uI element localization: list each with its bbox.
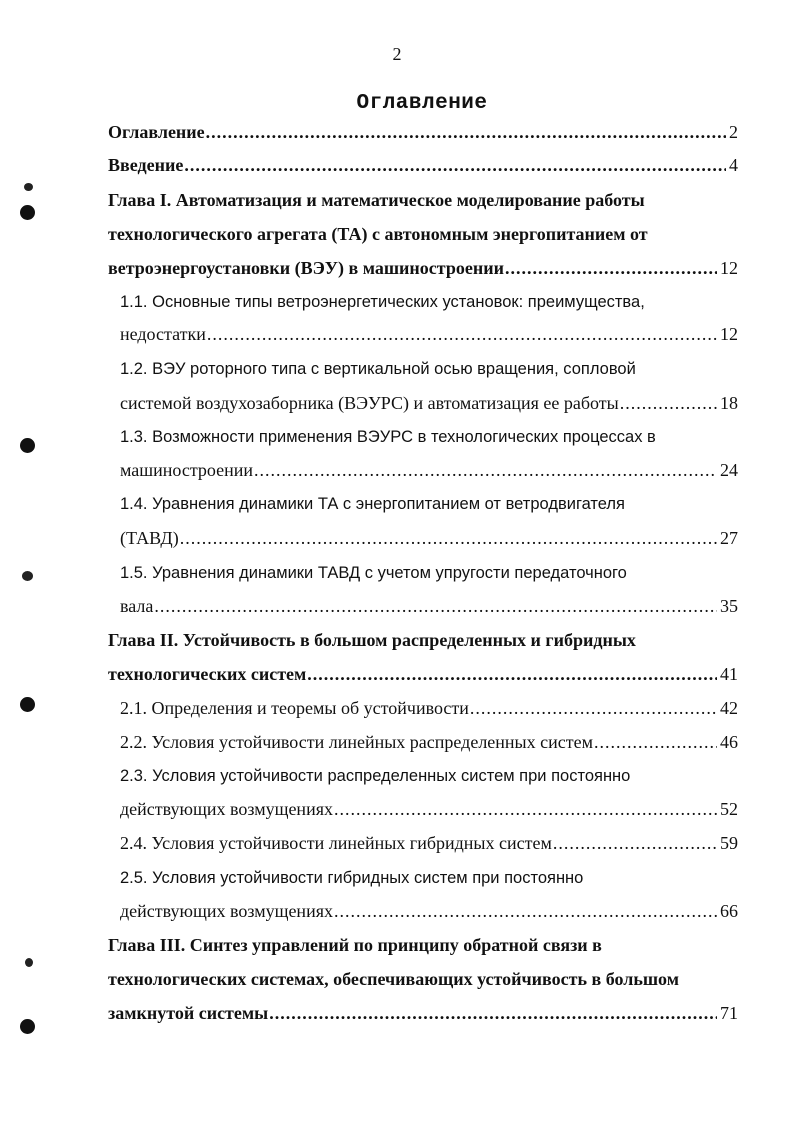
toc-page-number: 12 xyxy=(720,258,738,278)
toc-section-1-5-line-2[interactable] xyxy=(120,592,738,620)
binder-hole xyxy=(20,1019,35,1034)
dot-leader xyxy=(154,592,717,620)
dot-leader xyxy=(307,660,717,688)
toc-page-number: 66 xyxy=(720,901,738,921)
toc-title: Оглавление xyxy=(356,92,488,115)
toc-entry-contents[interactable] xyxy=(108,118,738,146)
dot-leader xyxy=(470,694,717,722)
toc-page-number: 18 xyxy=(720,393,738,413)
toc-entry-label: 2.2. Условия устойчивости линейных распределенных систем xyxy=(120,732,594,752)
toc-section-2-5-line-1[interactable]: 2.5. Условия устойчивости гибридных систем при постоянно xyxy=(120,869,584,887)
toc-section-2-3-line-2[interactable] xyxy=(120,795,738,823)
toc-section-2-4[interactable] xyxy=(120,829,738,857)
toc-section-1-5-line-1[interactable]: 1.5. Уравнения динамики ТАВД с учетом упругости передаточного xyxy=(120,564,627,582)
dot-leader xyxy=(334,897,717,925)
toc-chapter-2-line-2[interactable] xyxy=(108,660,738,688)
toc-chapter-3-line-3[interactable] xyxy=(108,999,738,1027)
toc-section-1-2-line-1[interactable]: 1.2. ВЭУ роторного типа с вертикальной осью вращения, сопловой xyxy=(120,360,636,378)
toc-section-2-3-line-1[interactable]: 2.3. Условия устойчивости распределенных систем при постоянно xyxy=(120,767,631,785)
toc-section-1-1-line-1[interactable]: 1.1. Основные типы ветроэнергетических установок: преимущества, xyxy=(120,293,645,311)
toc-section-1-3-line-2[interactable] xyxy=(120,456,738,484)
toc-chapter-1-line-3[interactable] xyxy=(108,254,738,282)
toc-page-number: 27 xyxy=(720,528,738,548)
toc-entry-label: Введение xyxy=(108,155,184,175)
toc-page-number: 59 xyxy=(720,833,738,853)
toc-entry-label: недостатки xyxy=(120,324,206,344)
toc-entry-label: технологических систем xyxy=(108,664,307,684)
toc-page-number: 2 xyxy=(729,122,738,142)
toc-section-1-4-line-2[interactable] xyxy=(120,524,738,552)
toc-page-number: 42 xyxy=(720,698,738,718)
toc-entry-label: машиностроении xyxy=(120,460,254,480)
toc-entry-label: Оглавление xyxy=(108,122,205,142)
toc-entry-label: 2.4. Условия устойчивости линейных гибридных систем xyxy=(120,833,552,853)
dot-leader xyxy=(180,524,717,552)
dot-leader xyxy=(254,456,717,484)
dot-leader xyxy=(269,999,717,1027)
toc-entry-label: 2.1. Определения и теоремы об устойчивости xyxy=(120,698,469,718)
toc-entry-introduction[interactable] xyxy=(108,151,738,179)
dot-leader xyxy=(334,795,717,823)
toc-section-1-1-line-2[interactable] xyxy=(120,320,738,348)
toc-entry-label: вала xyxy=(120,596,154,616)
toc-entry-label: действующих возмущениях xyxy=(120,799,333,819)
toc-page-number: 24 xyxy=(720,460,738,480)
toc-chapter-1-line-2[interactable]: технологического агрегата (ТА) с автономным энергопитанием от xyxy=(108,224,648,244)
toc-section-1-2-line-2[interactable] xyxy=(120,389,738,417)
toc-entry-label: ветроэнергоустановки (ВЭУ) в машиностроении xyxy=(108,258,504,278)
dot-leader xyxy=(184,151,726,179)
toc-page-number: 46 xyxy=(720,732,738,752)
toc-chapter-3-line-1[interactable]: Глава III. Синтез управлений по принципу обратной связи в xyxy=(108,935,602,955)
page-number: 2 xyxy=(392,44,402,64)
toc-entry-label: системой воздухозаборника (ВЭУРС) и автоматизация ее работы xyxy=(120,393,619,413)
binder-hole xyxy=(20,438,35,453)
toc-page-number: 12 xyxy=(720,324,738,344)
dot-leader xyxy=(553,829,717,857)
toc-chapter-3-line-2[interactable]: технологических системах, обеспечивающих устойчивость в большом xyxy=(108,969,679,989)
toc-section-1-4-line-1[interactable]: 1.4. Уравнения динамики ТА с энергопитанием от ветродвигателя xyxy=(120,495,625,513)
toc-section-2-5-line-2[interactable] xyxy=(120,897,738,925)
dot-leader xyxy=(505,254,717,282)
toc-section-1-3-line-1[interactable]: 1.3. Возможности применения ВЭУРС в технологических процессах в xyxy=(120,428,656,446)
binder-hole xyxy=(20,697,35,712)
toc-page-number: 35 xyxy=(720,596,738,616)
dot-leader xyxy=(594,728,717,756)
dot-leader xyxy=(620,389,717,417)
toc-page-number: 71 xyxy=(720,1003,738,1023)
toc-page-number: 41 xyxy=(720,664,738,684)
toc-section-2-2[interactable] xyxy=(120,728,738,756)
toc-entry-label: действующих возмущениях xyxy=(120,901,333,921)
toc-entry-label: замкнутой системы xyxy=(108,1003,269,1023)
toc-chapter-2-line-1[interactable]: Глава II. Устойчивость в большом распределенных и гибридных xyxy=(108,630,636,650)
binder-hole xyxy=(20,205,35,220)
scan-speck xyxy=(25,958,33,967)
dot-leader xyxy=(206,118,726,146)
toc-section-2-1[interactable] xyxy=(120,694,738,722)
dot-leader xyxy=(207,320,717,348)
toc-chapter-1-line-1[interactable]: Глава I. Автоматизация и математическое моделирование работы xyxy=(108,190,645,210)
toc-entry-label: (ТАВД) xyxy=(120,528,179,548)
toc-page-number: 52 xyxy=(720,799,738,819)
scan-speck xyxy=(24,183,33,191)
toc-page-number: 4 xyxy=(729,155,738,175)
scan-speck xyxy=(22,571,33,581)
